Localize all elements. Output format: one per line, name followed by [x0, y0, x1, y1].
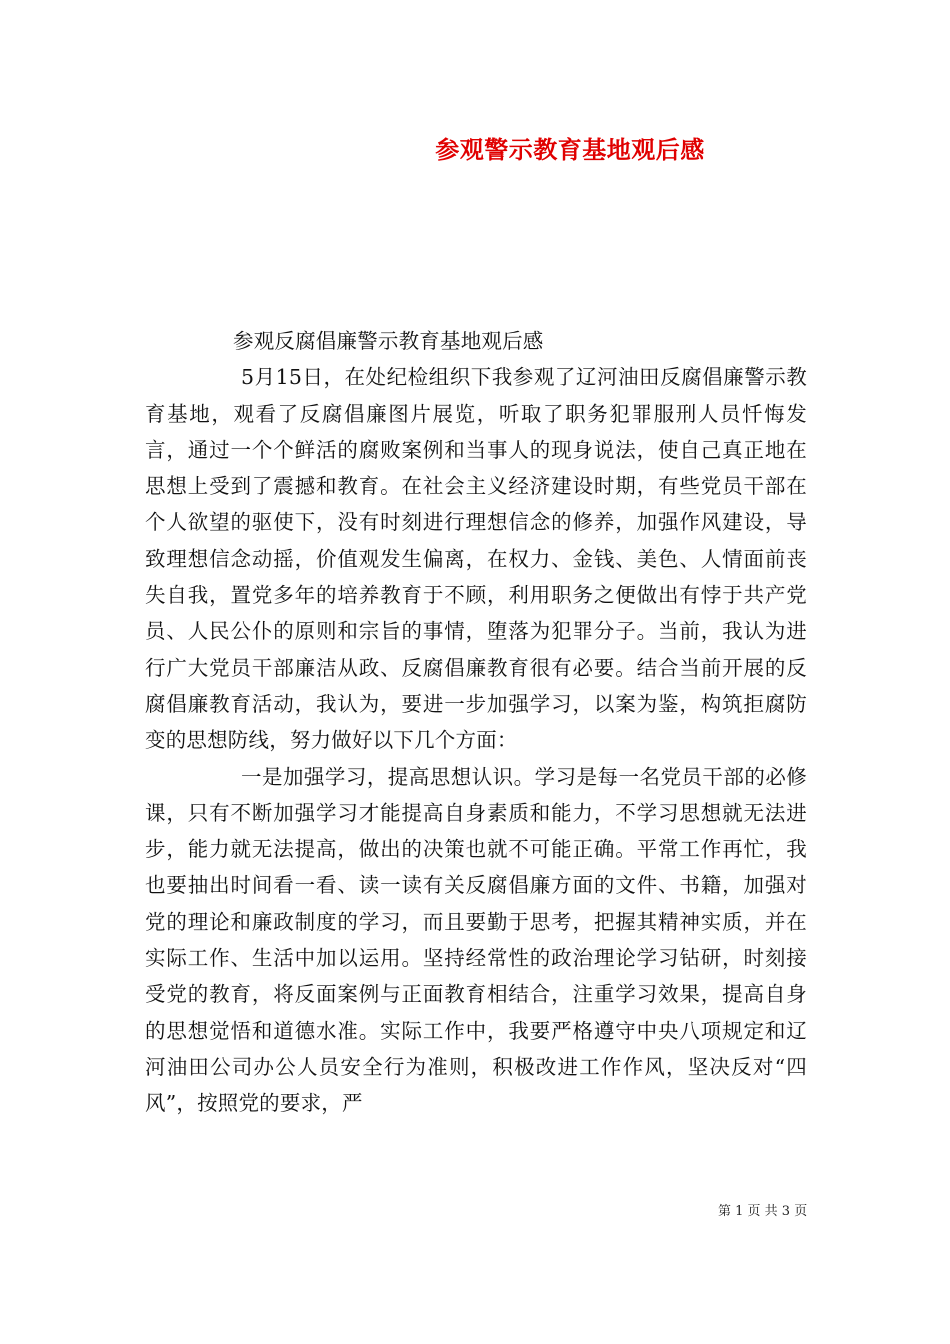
page-footer: 第 1 页 共 3 页 — [718, 1204, 808, 1219]
document-title: 参观警示教育基地观后感 — [435, 136, 705, 164]
document-subtitle: 参观反腐倡廉警示教育基地观后感 — [233, 329, 544, 353]
paragraph-1: 5月15日，在处纪检组织下我参观了辽河油田反腐倡廉警示教育基地，观看了反腐倡廉图片展览，听取了职务犯罪服刑人员忏悔发言，通过一个个鲜活的腐败案例和当事人的现身说法，使自己真正地在思想上受到了震撼和教育。在社会主义经济建设时期，有些党员干部在个人欲望的驱使下，没有时刻进行理想信念的修养，加强作风建设，导致理想信念动摇，价值观发生偏离，在权力、金钱、美色、人情面前丧失自我，置党多年的培养教育于不顾，利用职务之便做出有悖于共产党员、人民公仆的原则和宗旨的事情，堕落为犯罪分子。当前，我认为进行广大党员干部廉洁从政、反腐倡廉教育很有必要。结合当前开展的反腐倡廉教育活动，我认为，要进一步加强学习，以案为鉴，构筑拒腐防变的思想防线，努力做好以下几个方面： — [145, 365, 807, 753]
paragraph-2: 一是加强学习，提高思想认识。学习是每一名党员干部的必修课，只有不断加强学习才能提高自身素质和能力，不学习思想就无法进步，能力就无法提高，做出的决策也就不可能正确。平常工作再忙，我也要抽出时间看一看、读一读有关反腐倡廉方面的文件、书籍，加强对党的理论和廉政制度的学习，而且要勤于思考，把握其精神实质，并在实际工作、生活中加以运用。坚持经常性的政治理论学习钻研，时刻接受党的教育，将反面案例与正面教育相结合，注重学习效果，提高自身的思想觉悟和道德水准。实际工作中，我要严格遵守中央八项规定和辽河油田公司办公人员安全行为准则，积极改进工作作风，坚决反对“四风”，按照党的要求，严 — [145, 764, 807, 1116]
document-body — [145, 323, 807, 1122]
